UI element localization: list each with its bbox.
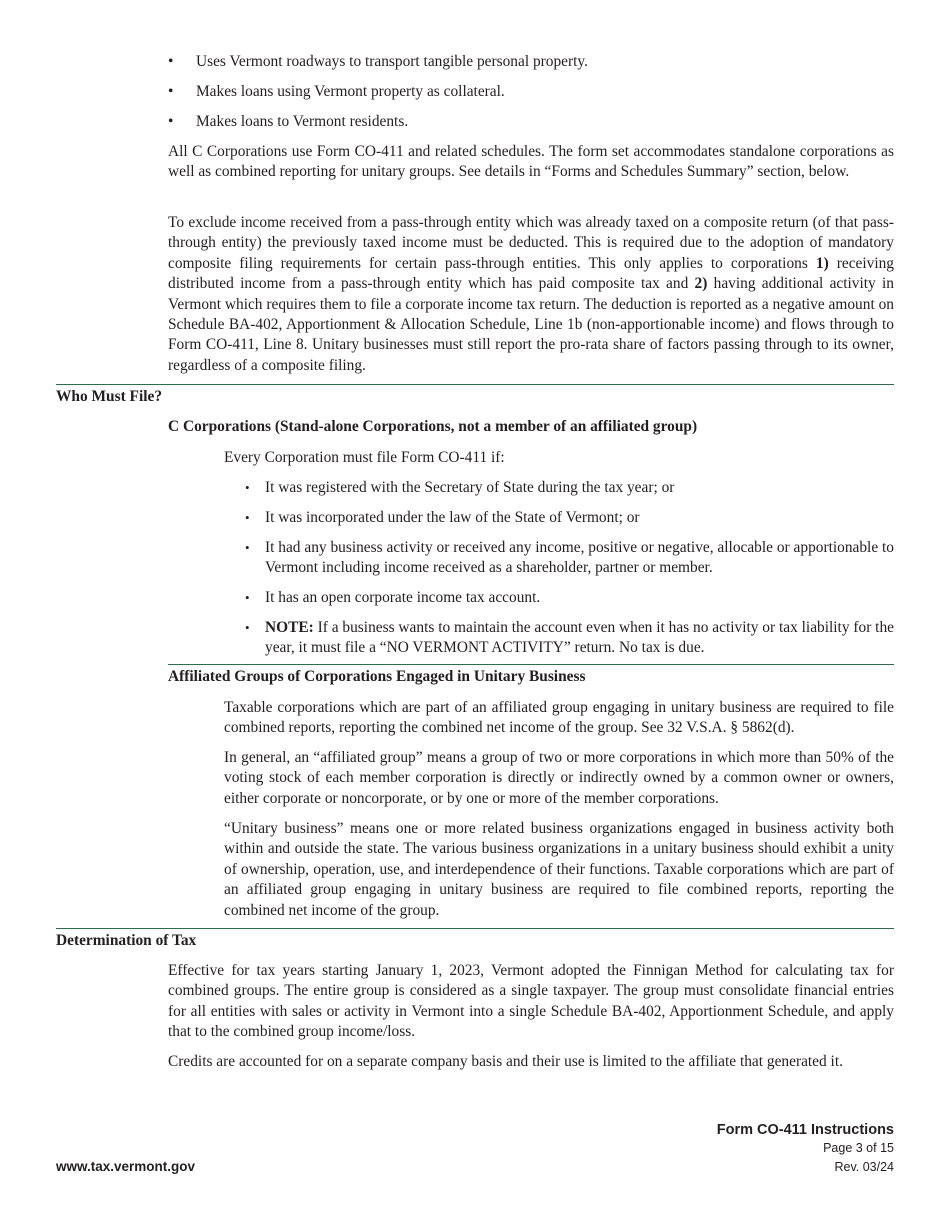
bullet-icon: • <box>245 540 250 555</box>
bullet-icon: • <box>245 590 250 605</box>
website-link[interactable]: www.tax.vermont.gov <box>56 1159 196 1174</box>
bullet-icon: • <box>168 113 174 130</box>
section-divider <box>56 928 894 929</box>
intro-paragraph-forms: All C Corporations use Form CO-411 and related schedules. The form set accommodates standalone corporations as well as combined reporting for unitary groups. See details in “Forms and Schedules Summary” section, below. <box>168 143 894 181</box>
affiliated-groups-heading: Affiliated Groups of Corporations Engaged in Unitary Business <box>168 668 586 685</box>
filing-note: • NOTE: If a business wants to maintain the account even when it has no activity or tax liability for the year, it must file a “NO VERMONT ACTIVITY” return. No tax is due. <box>245 619 894 657</box>
bullet-icon: • <box>245 620 250 635</box>
credits-paragraph: Credits are accounted for on a separate company basis and their use is limited to the affiliate that generated it. <box>168 1053 843 1070</box>
bullet-icon: • <box>245 480 250 495</box>
filing-condition: • It was incorporated under the law of the State of Vermont; or <box>245 508 894 528</box>
affiliated-group-definition: In general, an “affiliated group” means a group of two or more corporations in which more than 50% of the voting stock of each member corporation is directly or indirectly owned by a common owner or owners, either corporate or noncorporate, or by one or more of the member corporations. <box>224 749 894 807</box>
bullet-icon: • <box>168 53 174 70</box>
affiliated-paragraph: Taxable corporations which are part of an affiliated group engaging in unitary business are required to file combined reports, reporting the combined net income of the group. See 32 V.S.A. § 5862(d). <box>224 699 894 737</box>
page-number: Page 3 of 15 <box>823 1141 894 1155</box>
form-title: Form CO-411 Instructions <box>716 1122 894 1138</box>
revision-date: Rev. 03/24 <box>834 1160 894 1174</box>
who-must-file-heading: Who Must File? <box>56 388 163 405</box>
filing-condition: • It has an open corporate income tax account. <box>245 588 894 608</box>
filing-condition: • It had any business activity or received any income, positive or negative, allocable or apportionable to Vermont including income received as a shareholder, partner or member. <box>245 539 894 577</box>
intro-bullet: • Makes loans using Vermont property as collateral. <box>168 82 894 102</box>
determination-paragraph: Effective for tax years starting January 1, 2023, Vermont adopted the Finnigan Method for calculating tax for combined groups. The entire group is considered as a single taxpayer. The group must consolidate financial entries for all entities with sales or activity in Vermont into a single Schedule BA-402, Apportionment Schedule, and apply that to the combined group income/loss. <box>168 962 894 1041</box>
subsection-divider <box>168 664 894 665</box>
who-must-file-lead: Every Corporation must file Form CO-411 if: <box>224 449 505 466</box>
unitary-business-definition: “Unitary business” means one or more related business organizations engaged in business activity both within and outside the state. The various business organizations in a unitary business should exhibit a unity of ownership, operation, use, and interdependence of their functions. Taxable corporations which are part of an affiliated group engaging in unitary business are required to file combined reports, reporting the combined net income of the group. <box>224 820 894 919</box>
intro-bullet: • Makes loans to Vermont residents. <box>168 112 894 132</box>
c-corporations-subheading: C Corporations (Stand-alone Corporations, not a member of an affiliated group) <box>168 418 698 435</box>
intro-bullet: • Uses Vermont roadways to transport tangible personal property. <box>168 52 894 72</box>
filing-condition: • It was registered with the Secretary of State during the tax year; or <box>245 478 894 498</box>
bullet-icon: • <box>168 83 174 100</box>
intro-paragraph-composite: To exclude income received from a pass-through entity which was already taxed on a composite return (of that pass-through entity) the previously taxed income must be deducted. This is required due to the adoption of mandatory composite filing requirements for certain pass-through entities. This only applies to corporations 1) receiving distributed income from a pass-through entity which has paid composite tax and 2) having additional activity in Vermont which requires them to file a corporate income tax return. The deduction is reported as a negative amount on Schedule BA-402, Apportionment & Allocation Schedule, Line 1b (non-apportionable income) and flows through to Form CO-411, Line 8. Unitary businesses must still report the pro-rata share of factors passing through to its owner, regardless of a composite filing. <box>168 214 894 374</box>
section-divider <box>56 384 894 385</box>
bullet-icon: • <box>245 510 250 525</box>
determination-of-tax-heading: Determination of Tax <box>56 932 197 949</box>
